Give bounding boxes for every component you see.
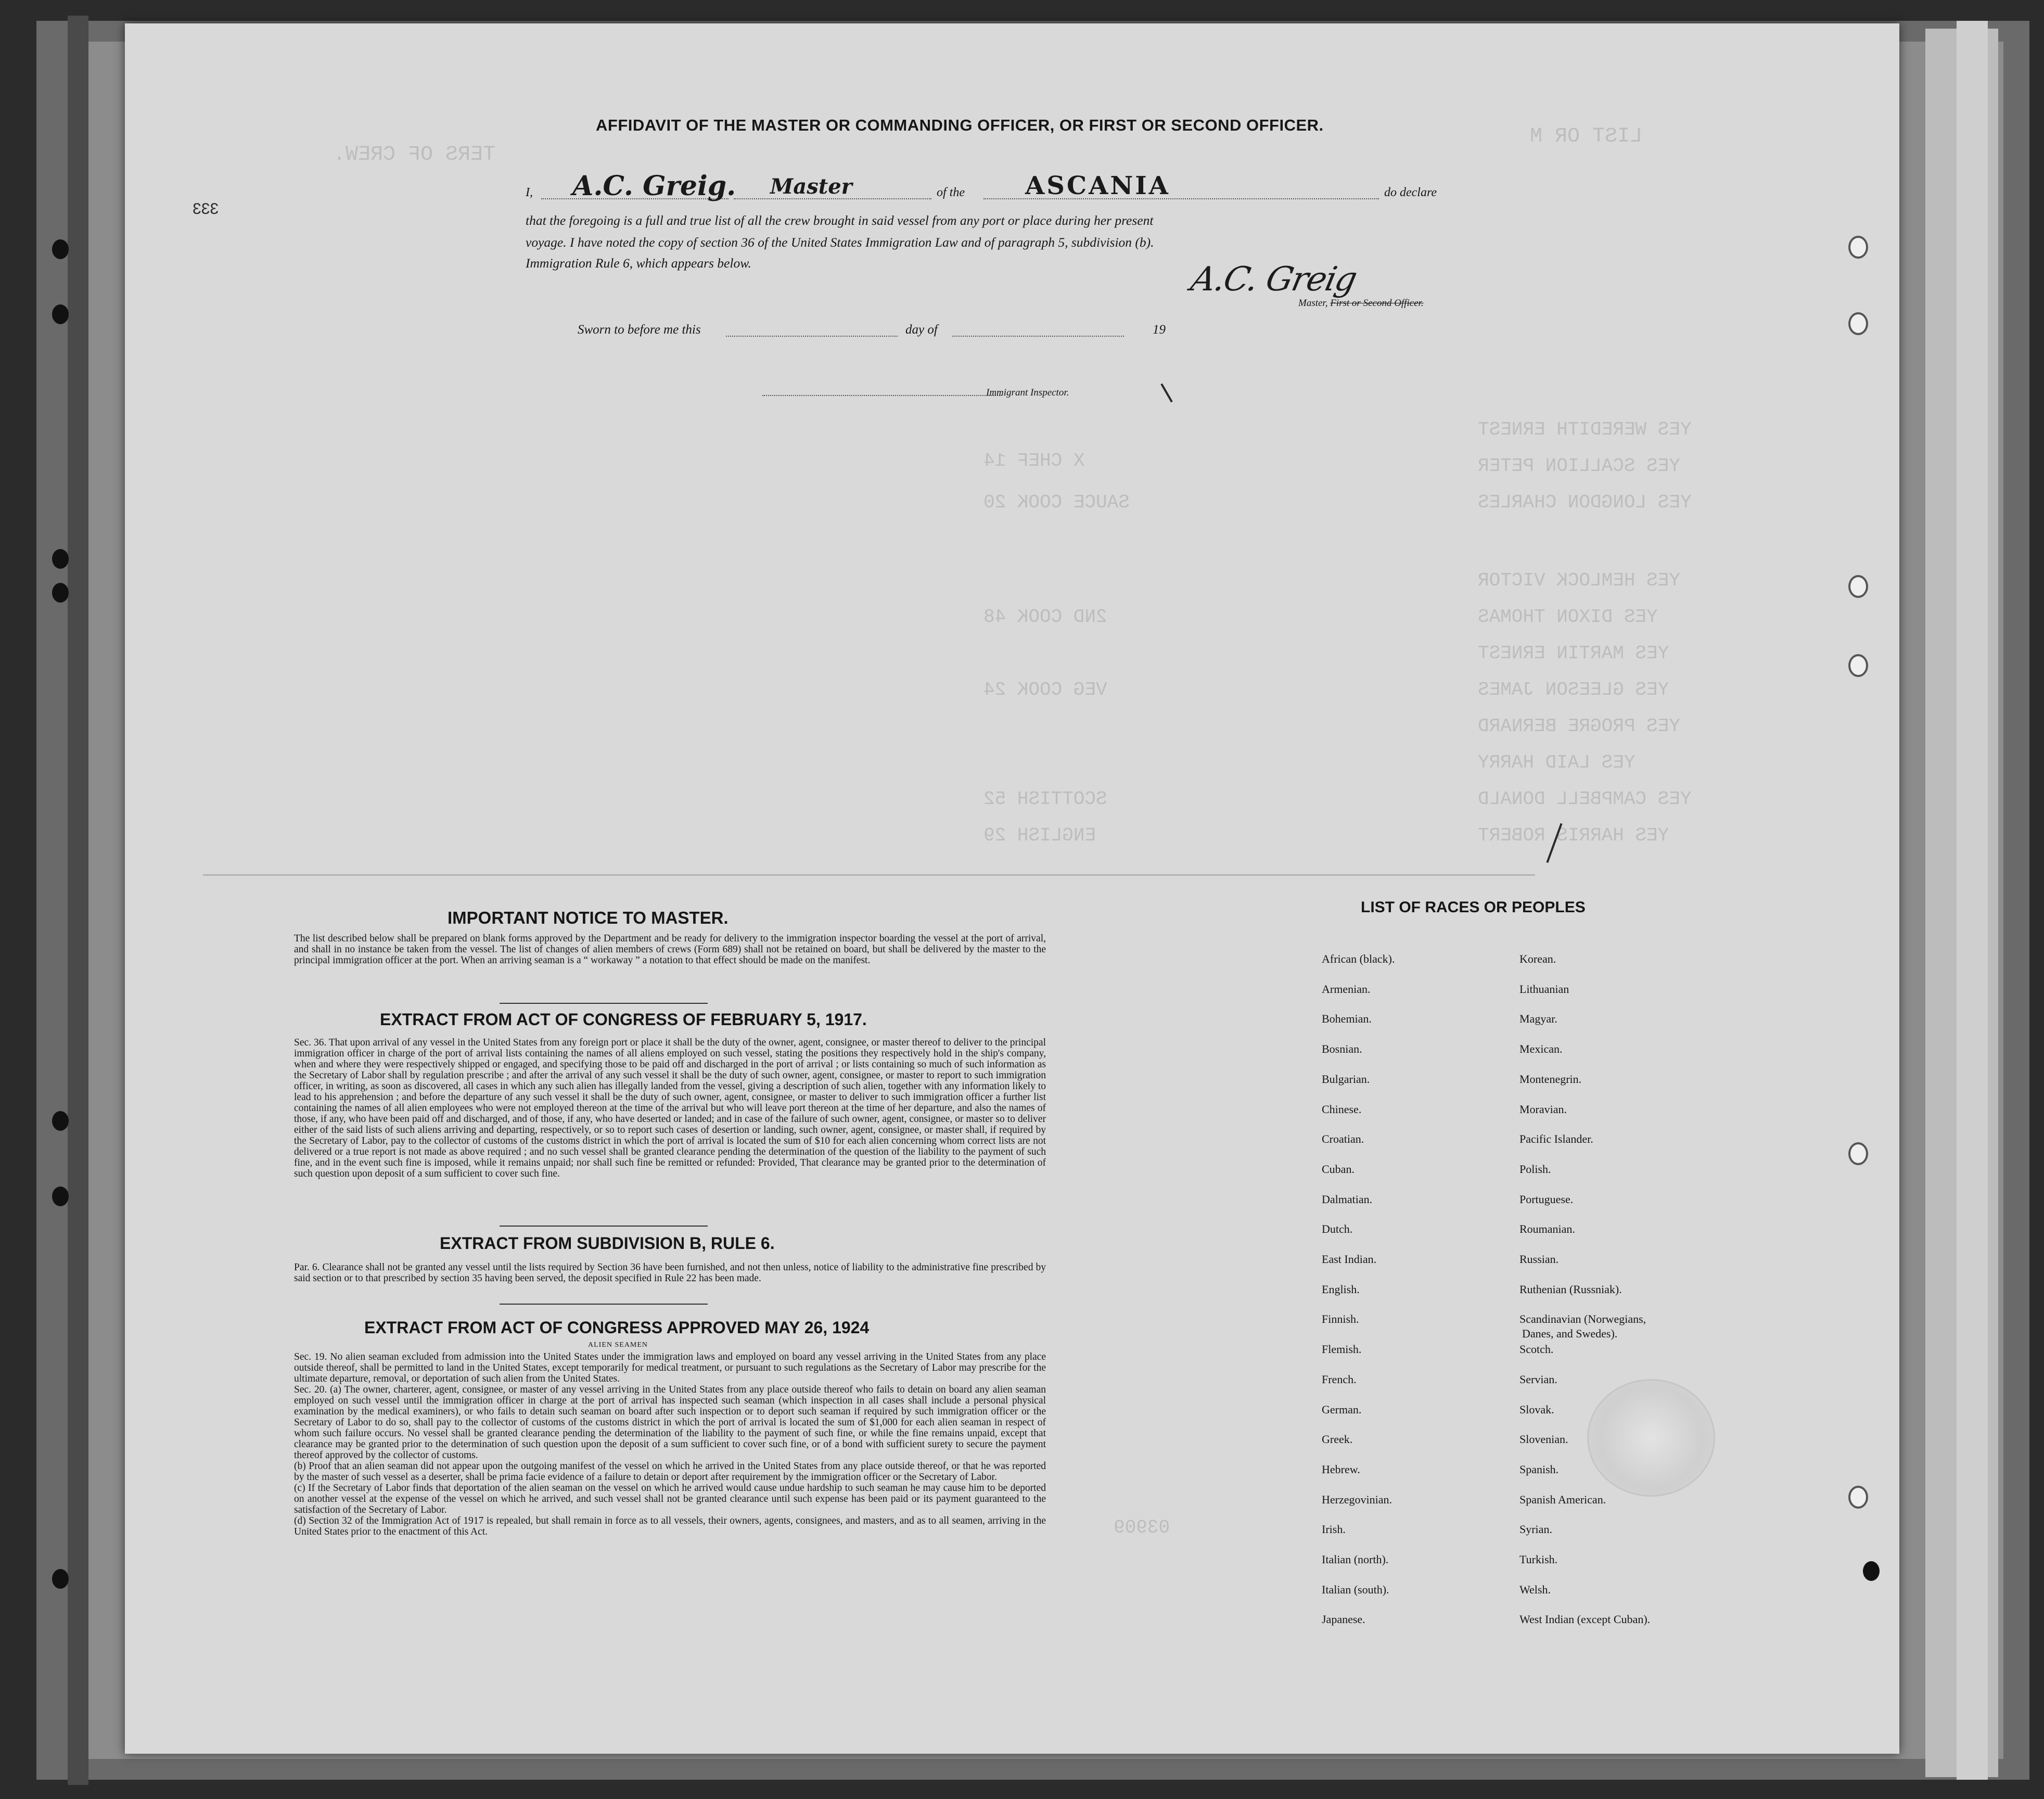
race-item: Armenian. (1322, 982, 1371, 996)
sec-20d: (d) Section 32 of the Immigration Act of 1917 is repealed, but shall remain in force as to all vessels, their owners, agents, consignees, and masters, and as to all seamen, arriving in the United States prior to the enactment of this Act. (294, 1515, 1046, 1537)
margin-number: 333 (193, 200, 219, 218)
race-item: Scotch. (1519, 1343, 1554, 1356)
race-item: Ruthenian (Russniak). (1519, 1282, 1622, 1296)
year-label: 19 (1153, 323, 1166, 337)
punch-hole (52, 583, 69, 603)
race-item: Magyar. (1519, 1012, 1557, 1026)
punch-hole (1848, 312, 1868, 335)
race-item: Herzegovinian. (1322, 1492, 1392, 1506)
race-item: French. (1322, 1372, 1357, 1386)
punch-hole (1848, 236, 1868, 259)
extract-1924-text (294, 1351, 1046, 1537)
punch-hole (1848, 1486, 1868, 1509)
extract-1924-heading: EXTRACT FROM ACT OF CONGRESS APPROVED MAY 26, 1924 (364, 1318, 870, 1337)
punch-hole (1848, 575, 1868, 598)
race-item: Spanish American. (1519, 1492, 1606, 1506)
sec-19: Sec. 19. No alien seaman excluded from admission into the United States under the immigration laws and employed on board any vessel arriving in the United States from any place outside thereof, shall be permitted to land in the United States, except temporarily for medical treatment, or pursuant to such regulations as the Secretary of Labor may prescribe for the ultimate departure, removal, or deportation of such alien from the United States. (294, 1351, 1046, 1384)
affidavit-body-line: voyage. I have noted the copy of section 36 of the United States Immigration Law and of paragraph 5, subdivision (b). (526, 235, 1154, 250)
race-item: Portuguese. (1519, 1192, 1574, 1206)
rank-field (734, 174, 931, 199)
rank-value: Master (770, 174, 852, 199)
punch-hole (52, 304, 69, 324)
race-item: Welsh. (1519, 1583, 1551, 1596)
race-item: Slovak. (1519, 1402, 1554, 1416)
punch-hole (52, 1186, 69, 1206)
race-item: Hebrew. (1322, 1462, 1360, 1476)
race-item: East Indian. (1322, 1253, 1377, 1266)
inspector-label: Immigrant Inspector. (986, 387, 1069, 398)
extract-1917-text: Sec. 36. That upon arrival of any vessel in the United States from any foreign port or place it shall be the duty of the owner, agent, consignee, or master thereof to deliver to the principal immigration officer in charge of the port of arrival lists containing the names of all aliens employed on such vessel, stating the positions they respectively hold in the ship's company, when and where they were respectively shipped or engaged, and specifying those to be paid off and discharged in the port of arrival ; or lists containing so much of such information as the Secretary of Labor shall by regulation prescribe ; and after the arrival of any such vessel it shall be the duty of such owner, agent, consignee, or master to report to such immigration officer, in writing, as soon as discovered, all cases in which any such alien has illegally landed from the vessel, giving a description of such alien, together with any information likely to lead to his apprehension ; and before the departure of any such vessel it shall be the duty of such owner, agent, consignee, or master to deliver to such immigration officer a further list containing the names of all alien employees who were not employed thereon at the time of the arrival but who will leave port thereon at the time of her departure, and also the names of those, if any, who have been paid off and discharged, and of those, if any, who have deserted or landed; and in case of the failure of such owner, agent, consignee, or master so to deliver either of the said lists of such aliens arriving and departing, respectively, or so to report such cases of desertion or landing, such owner, agent, consignee, or master shall, if required by the Secretary of Labor, pay to the collector of customs of the customs district in which the port of arrival is located the sum of $10 for each alien concerning whom correct lists are not delivered or a true report is not made as above required ; and no such vessel shall be granted clearance pending the determination of the question of the liability to the payment of such fine, and in the event such fine is imposed, while it remains unpaid; nor shall such fine be remitted or refunded: Provided, That clearance may be granted prior to the determination of such question upon deposit of a sum sufficient to cover such fine. (294, 1037, 1046, 1179)
race-item: Italian (south). (1322, 1583, 1389, 1596)
race-item: Flemish. (1322, 1343, 1362, 1356)
race-item: Roumanian. (1519, 1222, 1575, 1236)
vessel-name-value: ASCANIA (1025, 171, 1170, 200)
race-item: Polish. (1519, 1162, 1551, 1176)
subdivision-b-heading: EXTRACT FROM SUBDIVISION B, RULE 6. (440, 1234, 775, 1253)
embossed-seal (1587, 1379, 1715, 1497)
divider (500, 1226, 708, 1227)
do-declare-label: do declare (1384, 186, 1437, 199)
race-item: Bosnian. (1322, 1042, 1362, 1056)
race-item: Servian. (1519, 1372, 1557, 1386)
race-item: Syrian. (1519, 1523, 1552, 1536)
affidavit-i: I, (526, 186, 533, 199)
punch-hole (1848, 1142, 1868, 1165)
paper-fold (203, 874, 1535, 889)
race-item: Bohemian. (1322, 1012, 1372, 1026)
punch-hole (1848, 654, 1868, 677)
race-item: Dutch. (1322, 1222, 1353, 1236)
punch-hole (52, 239, 69, 259)
race-item: Dalmatian. (1322, 1192, 1373, 1206)
race-item: West Indian (except Cuban). (1519, 1613, 1651, 1626)
affidavit-body-line: that the foregoing is a full and true list of all the crew brought in said vessel from any port or place during her present (526, 213, 1154, 228)
signature-caption: Master, First or Second Officer. (1298, 298, 1424, 309)
inspector-signature-field (762, 377, 1002, 396)
affidavit-body-line: Immigration Rule 6, which appears below. (526, 256, 751, 271)
master-name-value: A.C. Greig. (572, 170, 736, 202)
race-item: Greek. (1322, 1433, 1353, 1446)
race-item: Turkish. (1519, 1553, 1558, 1566)
sworn-day-field (726, 318, 898, 337)
alien-seamen-subheading: ALIEN SEAMEN (588, 1341, 648, 1349)
check-mark (1160, 384, 1172, 403)
race-item: African (black). (1322, 952, 1395, 965)
race-scandinavian-cont: Danes, and Swedes). (1522, 1327, 1618, 1340)
race-item: Spanish. (1519, 1462, 1559, 1476)
vessel-name-field (983, 171, 1379, 200)
race-item: Russian. (1519, 1253, 1559, 1266)
races-heading: LIST OF RACES OR PEOPLES (1361, 899, 1586, 916)
race-item: Pacific Islander. (1519, 1132, 1593, 1146)
sworn-month-field (952, 318, 1124, 337)
of-the-label: of the (937, 186, 965, 199)
race-item: Slovenian. (1519, 1433, 1568, 1446)
race-item: Croatian. (1322, 1132, 1364, 1146)
document-page: YES WEREDITH ERNEST YES SCALLION PETER YES LONGDON CHARLES YES HEMLOCK VICTOR YES DIXON THOMAS YES MARTIN ERNEST YES GLEESON JAMES YES PROGRE BERNARD YES LAID HARRY YES CAMPBELL DONALD YES HARRIS ROBERT X CHEF 14 SAUCE COOK 20 2ND COOK 48 VEG COOK 24 SCOTTISH 52 ENGLISH 29 03909 TERS OF CREW. LIST OR M 333 AFFIDAVIT OF THE MASTER OR COMMANDING OFFICER, OR FIRST OR SECOND OFFICER. I, A.C. Greig. Master of the ASCANIA do declare that the foregoing is a full and true list of all the crew brought in said vessel from any port or place during her present voyage. I have noted the copy of section 36 of the United States Immigration Law and of paragraph 5, subdivision (b). Immigration Rule 6, which appears below. A.C. Greig Master, First or Second Officer. Sworn to before me this day of 19 Immigrant Inspector. IMPORTANT NOTICE TO MASTER. The list described below shall be prepared on blank forms approved by the Department and be ready for delivery to the immigration inspector boarding the vessel at the port of arrival, and shall in no instance be taken from the vessel. The list of changes of alien members of crews (Form 689) shall not be retained on board, but shall be delivered by the master to the principal immigration officer at the port. When an arriving seaman is a “ workaway ” a notation to that effect should be made on the manifest. EXTRACT FROM ACT OF CONGRESS OF FEBRUARY 5, 1917. Sec. 36. That upon arrival of any vessel in the United States from any foreign port or place it shall be the duty of the owner, agent, consignee, or master thereof to deliver to the principal immigration officer in charge of the port of arrival lists containing the names of all aliens employed on such vessel, stating the positions they respectively hold in the ship's company, when and where they were respectively shipped or engaged, and specifying those to be paid off and discharged in the port of arrival ; or lists containing so much of such information as the Secretary of Labor shall by regulation prescribe ; and after the arrival of any such vessel it shall be the duty of such owner, agent, consignee, or master to report to such immigration officer, in writing, as soon as discovered, all cases in which any such alien has illegally landed from the vessel, giving a description of such alien, together with any information likely to lead to his apprehension ; and before the departure of any such vessel it shall be the duty of such owner, agent, consignee, or master to deliver to such immigration officer a further list containing the names of all alien employees who were not employed thereon at the time of the arrival but who will leave port thereon at the time of her departure, and also the names of those, if any, who have been paid off and discharged, and of those, if any, who have deserted or landed; and in case of the failure of such owner, agent, consignee, or master so to deliver either of the said lists of such aliens arriving and departing, respectively, or so to report such cases of desertion or landing, such owner, agent, consignee, or master shall, if required by the Secretary of Labor, pay to the collector of customs of the customs district in which the port of arrival is located the sum of $10 for each alien concerning whom correct lists are not delivered or a true report is not made as above required ; and no such vessel shall be granted clearance pending the determination of the question of the liability to the payment of such fine, and in the event such fine is imposed, while it remains unpaid; nor shall such fine be remitted or refunded: Provided, That clearance may be granted prior to the determination of such question upon deposit of a sum sufficient to cover such fine. EXTRACT FROM SUBDIVISION B, RULE 6. Par. 6. Clearance shall not be granted any vessel until the lists required by Section 36 have been furnished, and not then unless, notice of liability to the administrative fine prescribed by said section or to that prescribed by section 35 having been served, the deposit specified in Rule 22 has been made. EXTRACT FROM ACT OF CONGRESS APPROVED MAY 26, 1924 ALIEN SEAMEN Sec. 19. No alien seaman excluded from admission into the United States under the immigration laws and employed on board any vessel arriving in the United States from any place outside thereof, shall be permitted to land in the United States, except temporarily for medical treatment, or pursuant to such regulations as the Secretary of Labor may prescribe for the ultimate departure, removal, or deportation of such alien from the United States. Sec. 20. (a) The owner, charterer, agent, consignee, or master of any vessel arriving in the United States from any place outside thereof who fails to detain on board any alien seaman employed on such vessel until the immigration officer in charge at the port of arrival has inspected such seaman (which inspection in all cases shall include a personal physical examination by the medical examiners), or who fails to detain such seaman on board after such inspection or to deport such seaman if required by such immigration officer or the Secretary of Labor to do so, shall pay to the collector of customs of the customs district in which the port of arrival is located the sum of $1,000 for each alien seaman in respect of whom such failure occurs. No vessel shall be granted clearance pending the determination of the liability to the payment of such fine, or while the fine remains unpaid, except that clearance may be granted prior to the determination of such question upon the deposit of a sum sufficient to cover such fine, or of a bond with sufficient surety to secure the payment thereof approved by the collector of customs. (b) Proof that an alien seaman did not appear upon the outgoing manifest of the vessel on which he arrived in the United States from any place outside thereof, or that he was reported by the master of such vessel as a deserter, shall be prima facie evidence of a failure to detain or deport after requirement by the immigration officer or the Secretary of Labor. (c) If the Secretary of Labor finds that deportation of the alien seaman on the vessel on which he arrived would cause undue hardship to such seaman he may cause him to be deported on another vessel at the expense of the vessel on which he arrived, and such vessel shall not be granted clearance until such expense has been paid or its payment guaranteed to the satisfaction of the Secretary of Labor. (d) Section 32 of the Immigration Act of 1917 is repealed, but shall remain in force as to all vessels, their owners, agents, consignees, and masters, and as to all seamen, arriving in the United States prior to the enactment of this Act. LIST OF RACES OR PEOPLES African (black). Armenian. Bohemian. Bosnian. Bulgarian. Chinese. Croatian. Cuban. Dalmatian. Dutch. East Indian. English. Finnish. Flemish. French. German. Greek. Hebrew. Herzegovinian. Irish. Italian (north). Italian (south). Japanese. Korean. Lithuanian Magyar. Mexican. Montenegrin. Moravian. Pacific Islander. Polish. Portuguese. Roumanian. Russian. Ruthenian (Russniak). Scandinavian (Norwegians, Scotch. Servian. Slovak. Slovenian. Spanish. Spanish American. Syrian. Turkish. Welsh. West Indian (except Cuban). Danes, and Swedes). (125, 23, 1899, 1754)
race-item: Irish. (1322, 1523, 1346, 1536)
race-item: English. (1322, 1282, 1360, 1296)
master-signature: A.C. Greig (1187, 260, 1360, 299)
race-item: Japanese. (1322, 1613, 1365, 1626)
sec-20b: (b) Proof that an alien seaman did not appear upon the outgoing manifest of the vessel on which he arrived in the United States from any place outside thereof, or that he was reported by the master of such vessel as a deserter, shall be prima facie evidence of a failure to detain or deport after requirement by the immigration officer or the Secretary of Labor. (294, 1461, 1046, 1483)
race-item: Italian (north). (1322, 1553, 1389, 1566)
race-item: Scandinavian (Norwegians, (1519, 1312, 1646, 1326)
sec-20a: Sec. 20. (a) The owner, charterer, agent, consignee, or master of any vessel arriving in the United States from any place outside thereof who fails to detain on board any alien seaman employed on such vessel until the immigration officer in charge at the port of arrival has inspected such seaman (which inspection in all cases shall include a personal physical examination by the medical examiners), or who fails to detain such seaman on board after such inspection or to deport such seaman if required by such immigration officer or the Secretary of Labor to do so, shall pay to the collector of customs of the customs district in which the port of arrival is located the sum of $1,000 for each alien seaman in respect of whom such failure occurs. No vessel shall be granted clearance pending the determination of the liability to the payment of such fine, or while the fine remains unpaid, except that clearance may be granted prior to the determination of such question upon the deposit of a sum sufficient to cover such fine, or of a bond with sufficient surety to secure the payment thereof approved by the collector of customs. (294, 1384, 1046, 1461)
punch-hole (52, 549, 69, 569)
extract-1917-heading: EXTRACT FROM ACT OF CONGRESS OF FEBRUARY 5, 1917. (380, 1010, 867, 1029)
race-item: Korean. (1519, 952, 1556, 965)
race-item: Bulgarian. (1322, 1072, 1370, 1086)
sec-20c: (c) If the Secretary of Labor finds that deportation of the alien seaman on the vessel on which he arrived would cause undue hardship to such seaman he may cause him to be deported on another vessel at the expense of the vessel on which he arrived, and such vessel shall not be granted clearance until such expense has been paid or its payment guaranteed to the satisfaction of the Secretary of Labor. (294, 1483, 1046, 1515)
day-of-label: day of (905, 323, 938, 337)
divider (500, 1003, 708, 1004)
race-item: German. (1322, 1402, 1362, 1416)
notice-heading: IMPORTANT NOTICE TO MASTER. (448, 908, 729, 927)
subdivision-b-text: Par. 6. Clearance shall not be granted any vessel until the lists required by Section 36 have been furnished, and not then unless, notice of liability to the administrative fine prescribed by said section or to that prescribed by section 35 having been served, the deposit specified in Rule 22 has been made. (294, 1262, 1046, 1284)
race-item: Moravian. (1519, 1102, 1567, 1116)
race-item: Chinese. (1322, 1102, 1362, 1116)
divider (500, 1304, 708, 1305)
punch-hole (1863, 1561, 1880, 1581)
affidavit-heading: AFFIDAVIT OF THE MASTER OR COMMANDING OFFICER, OR FIRST OR SECOND OFFICER. (596, 116, 1324, 134)
race-item: Finnish. (1322, 1312, 1359, 1326)
race-item: Mexican. (1519, 1042, 1563, 1056)
race-item: Lithuanian (1519, 982, 1569, 996)
race-item: Cuban. (1322, 1162, 1355, 1176)
punch-hole (52, 1111, 69, 1131)
race-item: Montenegrin. (1519, 1072, 1582, 1086)
sworn-label: Sworn to before me this (578, 323, 701, 337)
punch-hole (52, 1569, 69, 1589)
notice-text: The list described below shall be prepared on blank forms approved by the Department and be ready for delivery to the immigration inspector boarding the vessel at the port of arrival, and shall in no instance be taken from the vessel. The list of changes of alien members of crews (Form 689) shall not be retained on board, but shall be delivered by the master to the principal immigration officer at the port. When an arriving seaman is a “ workaway ” a notation to that effect should be made on the manifest. (294, 933, 1046, 966)
master-name-field (541, 170, 736, 202)
